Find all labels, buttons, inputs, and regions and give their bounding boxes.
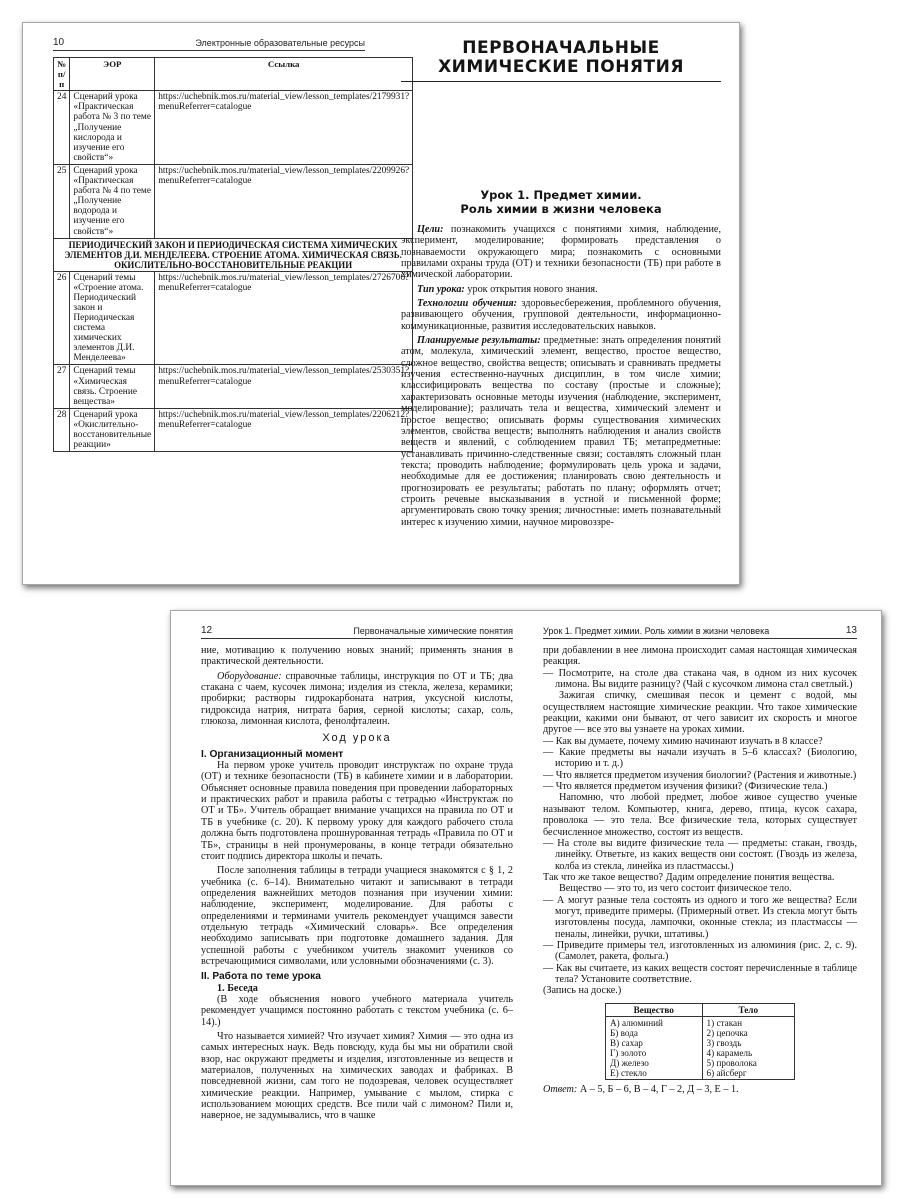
row-link: https://uchebnik.mos.ru/material_view/lesson_templates/2179931?menuReferrer=catalogue bbox=[155, 91, 413, 165]
paragraph: при добавлении в нее лимона происходит самая настоящая химическая реакция. bbox=[543, 645, 857, 668]
technologies-label: Технологии обучения: bbox=[417, 298, 518, 310]
row-number: 26 bbox=[54, 271, 70, 365]
table-row bbox=[54, 271, 413, 365]
substance-item: Д) железо bbox=[610, 1057, 649, 1068]
table-row bbox=[54, 408, 413, 451]
table-section-row bbox=[54, 238, 413, 271]
body-item: 6) айсберг bbox=[706, 1067, 747, 1078]
body-item: 4) карамель bbox=[706, 1047, 753, 1058]
equipment-label: Оборудование: bbox=[217, 670, 282, 682]
body-list bbox=[702, 1016, 795, 1079]
dialogue-line: — Что является предметом изучения физики? (Физические тела.) bbox=[543, 781, 828, 793]
substance-item: Е) стекло bbox=[610, 1067, 647, 1078]
equipment-text: справочные таблицы, инструкция по ОТ и ТБ; два стакана с чаем, кусочек лимона; изделия из стекла, железа, керамики; пробирки; растворы гидрокарбоната натрия, уксусной кислоты, гидроксида натрия, нитрата бария, серной кислоты; сахар, соль, глюкоза, лимонная кислота, фенолфталеин. bbox=[201, 670, 513, 728]
paragraph: Напомню, что любой предмет, любое живое существо ученые называют телом. Компьютер, книга, дерево, птица, кусок сахара, проволока — это тела. Все физические тела, которых существует бесчисленное множество, состоят из веществ. bbox=[543, 792, 857, 838]
row-eor: Сценарий темы «Строение атома. Периодический закон и Периодическая система химических элементов Д.И. Менделеева» bbox=[70, 271, 155, 365]
technologies-text: здоровьесбережения, проблемного обучения, развивающего обучения, групповой деятельности, информационно-коммуникационные, развития исследовательских навыков. bbox=[401, 298, 721, 332]
substance-item: А) алюминий bbox=[610, 1017, 663, 1028]
row-link: https://uchebnik.mos.ru/material_view/lesson_templates/2206212?menuReferrer=catalogue bbox=[155, 408, 413, 451]
running-head bbox=[53, 37, 365, 51]
paragraph: (В ходе объяснения нового учебного материала учитель рекомендует учащимся постоянно работать с текстом учебника (с. 6–14).) bbox=[201, 993, 513, 1028]
running-head-title: Урок 1. Предмет химии. Роль химии в жизни человека bbox=[543, 626, 770, 636]
table-row bbox=[54, 164, 413, 238]
table-row bbox=[54, 365, 413, 408]
row-number: 27 bbox=[54, 365, 70, 408]
page-11 bbox=[401, 37, 721, 584]
col-link: Ссылка bbox=[155, 58, 413, 91]
page-number: 13 bbox=[845, 625, 857, 636]
col-eor: ЭОР bbox=[70, 58, 155, 91]
running-head bbox=[543, 625, 857, 639]
body-item: 2) цепочка bbox=[706, 1027, 748, 1038]
eor-table bbox=[53, 57, 413, 452]
lesson-title-line-1: Урок 1. Предмет химии. bbox=[480, 188, 642, 202]
technologies-paragraph bbox=[401, 298, 721, 332]
page-10 bbox=[53, 37, 410, 584]
dialogue-line: — Как вы считаете, из каких веществ состоят перечисленные в таблице тела? Установите соответствие. bbox=[543, 962, 857, 985]
goals-paragraph bbox=[401, 224, 721, 281]
row-link: https://uchebnik.mos.ru/material_view/lesson_templates/2209926?menuReferrer=catalogue bbox=[155, 164, 413, 238]
answer-text: А – 5, Б – 6, В – 4, Г – 2, Д – 3, Е – 1. bbox=[577, 1083, 739, 1095]
answer-label: Ответ: bbox=[543, 1083, 578, 1095]
dialogue-line: — Посмотрите, на столе два стакана чая, в одном из них кусочек лимона. Вы видите разницу? (Чай с кусочком лимона стал светлый.) bbox=[543, 667, 857, 691]
paragraph: После заполнения таблицы в тетради учащиеся знакомятся с § 1, 2 учебника (с. 6–14). Внимательно читают и записывают в тетради определения важнейших методов познания при изучении химии: наблюдение, эксперимент, моделирование. Для работы с определениями и терминами учитель рекомендует учащимся завести отдельную тетрадь «Химический словарь». Все определения необходимо записывать при подготовке домашнего задания. Для успешной работы с учебником учитель знакомит учеников со встречающимися символами, или условными обозначениями (с. 3). bbox=[201, 865, 513, 967]
stage-heading: I. Организационный момент bbox=[201, 748, 344, 760]
book-spread-bottom bbox=[170, 610, 882, 1186]
table-header-row bbox=[54, 58, 413, 91]
col-substance: Вещество bbox=[606, 1003, 703, 1016]
results-paragraph bbox=[401, 335, 721, 528]
substance-list bbox=[606, 1016, 703, 1079]
row-eor: Сценарий урока «Окислительно-восстановительные реакции» bbox=[70, 408, 155, 451]
page-13 bbox=[543, 625, 857, 1185]
paragraph: На первом уроке учитель проводит инструктаж по охране труда (ОТ) и технике безопасности (ТБ) в кабинете химии и в лаборатории. Объясняет основные правила поведения при проведении лабораторных и практических работ и правила работы с тетрадью «Инструктаж по ОТ и ТБ». Учитель обращает внимание учащихся на правила по ОТ и ТБ в учебнике (с. 20). К первому уроку для каждого рабочего стола должна быть подготовлена прошнурованная тетрадь «Правила по ОТ и ТБ», страницы в ней пронумерованы, в конце тетради обязательно стоит подпись директора школы и печать. bbox=[201, 760, 513, 862]
lesson-title bbox=[401, 188, 721, 216]
stage-heading: II. Работа по теме урока bbox=[201, 971, 321, 983]
section-heading: ПЕРИОДИЧЕСКИЙ ЗАКОН И ПЕРИОДИЧЕСКАЯ СИСТЕМА ХИМИЧЕСКИХ ЭЛЕМЕНТОВ Д.И. МЕНДЕЛЕЕВА. СТРОЕНИЕ АТОМА. ХИМИЧЕСКАЯ СВЯЗЬ. ОКИСЛИТЕЛЬНО-ВОССТАНОВИТЕЛЬНЫЕ РЕАКЦИИ bbox=[54, 238, 413, 271]
goals-text: познакомить учащихся с понятиями химия, наблюдение, эксперимент, моделирование; формировать представления о познаваемости окружающего мира; познакомить с основными правилами охраны труда (ОТ) и техники безопасности (ТБ) при работе в химической лаборатории. bbox=[401, 224, 721, 281]
dialogue-line: — Что является предметом изучения биологии? (Растения и животные.) bbox=[543, 769, 857, 781]
row-number: 25 bbox=[54, 164, 70, 238]
paragraph: ние, мотивацию к получению новых знаний; применять знания в практической деятельности. bbox=[201, 645, 513, 668]
col-number: № п/п bbox=[54, 58, 70, 91]
course-heading: Ход урока bbox=[322, 732, 392, 745]
row-number: 28 bbox=[54, 408, 70, 451]
col-body: Тело bbox=[702, 1003, 795, 1016]
subsection-heading: 1. Беседа bbox=[217, 982, 258, 994]
page-12 bbox=[201, 625, 513, 1185]
substance-body-table bbox=[605, 1003, 795, 1080]
paragraph: Что называется химией? Что изучает химия? Химия — это одна из самых интересных наук. Ведь повсюду, куда бы мы ни обратили свой взор, нас окружают предметы и изделия, изготовленные из веществ и материалов, полученных на химических заводах и фабриках. В повседневной жизни, сам того не подозревая, человек осуществляет химические реакции. Например, умывание с мылом, стирка с использованием моющих средств. Все пили чай с лимоном? Пили и, наверное, не задумывались, что в чашке bbox=[201, 1031, 513, 1122]
results-text: предметные: знать определения понятий атом, молекула, химический элемент, вещество, простое вещество, сложное вещество, свойства веществ; описывать и сравнивать предметы изучения естественно-научных дисциплин, в том числе химии; классифицировать вещества по составу (простые и сложные); характеризовать основные методы изучения (наблюдение, эксперимент, моделирование); различать тела и вещества, химический элемент и простое вещество; описывать формы существования химических элементов, свойства веществ; выполнять наблюдения и анализ свойств веществ и явлений, с соблюдением правил ТБ; метапредметные: устанавливать причинно-следственные связи; составлять сложный план текста; проводить наблюдение; формулировать цель урока и задачи, необходимые для ее достижения; планировать свою деятельность и прогнозировать ее результаты; работать по плану; оформлять отчет; строить речевые высказывания в устной и письменной форме; аргументировать свою точку зрения; личностные: иметь познавательный интерес к изучению химии, научное мировоззре- bbox=[401, 335, 722, 528]
results-label: Планируемые результаты: bbox=[417, 335, 541, 347]
substance-item: Б) вода bbox=[610, 1027, 638, 1038]
substance-item: Г) золото bbox=[610, 1047, 647, 1058]
type-label: Тип урока: bbox=[417, 283, 465, 295]
substance-item: В) сахар bbox=[610, 1037, 643, 1048]
paragraph: (Запись на доске.) bbox=[543, 985, 622, 997]
table-row bbox=[606, 1016, 795, 1079]
paragraph: Так что же такое вещество? Дадим определение понятия вещества. bbox=[543, 871, 835, 883]
answer-line bbox=[543, 1084, 857, 1095]
page-12-text bbox=[201, 645, 513, 1122]
row-number: 24 bbox=[54, 91, 70, 165]
running-head-title: Первоначальные химические понятия bbox=[353, 626, 513, 636]
dialogue-line: — Как вы думаете, почему химию начинают изучать в 8 классе? bbox=[543, 735, 823, 747]
book-spread-top bbox=[22, 22, 740, 585]
row-eor: Сценарий урока «Практическая работа № 3 по теме „Получение кислорода и изучение его свойств“» bbox=[70, 91, 155, 165]
running-head bbox=[201, 625, 513, 639]
table-row bbox=[54, 91, 413, 165]
definition: Вещество — это то, из чего состоит физическое тело. bbox=[559, 883, 792, 895]
dialogue-line: — Какие предметы вы начали изучать в 5–6 классах? (Биологию, историю и т. д.) bbox=[543, 747, 857, 770]
chapter-title: ПЕРВОНАЧАЛЬНЫЕ ХИМИЧЕСКИЕ ПОНЯТИЯ bbox=[401, 39, 721, 82]
page-13-text bbox=[543, 645, 857, 1095]
body-item: 1) стакан bbox=[706, 1017, 743, 1028]
type-text: урок открытия нового знания. bbox=[464, 283, 598, 295]
table-header-row bbox=[606, 1003, 795, 1016]
lesson-intro bbox=[401, 224, 721, 528]
page-number: 10 bbox=[53, 37, 65, 48]
row-link: https://uchebnik.mos.ru/material_view/lesson_templates/2530351?menuReferrer=catalogue bbox=[155, 365, 413, 408]
running-head-title: Электронные образовательные ресурсы bbox=[195, 38, 365, 48]
lesson-title-line-2: Роль химии в жизни человека bbox=[460, 202, 662, 216]
type-paragraph bbox=[401, 284, 721, 295]
goals-label: Цели: bbox=[417, 224, 444, 235]
paragraph: Зажигая спичку, смешивая песок и цемент с водой, мы осуществляем настоящие химические реакции. Что такое химические реакции, какими они бывают, от чего зависит их скорость и многое другое — все это вы узнаете на уроках химии. bbox=[543, 690, 857, 736]
row-link: https://uchebnik.mos.ru/material_view/lesson_templates/2726706?menuReferrer=catalogue bbox=[155, 271, 413, 365]
body-item: 5) проволока bbox=[706, 1057, 757, 1068]
row-eor: Сценарий темы «Химическая связь. Строение вещества» bbox=[70, 365, 155, 408]
page-number: 12 bbox=[201, 625, 213, 636]
dialogue-line: — А могут разные тела состоять из одного и того же вещества? Если могут, приведите примеры. (Примерный ответ. Из стекла могут быть изготовлены посуда, лампочки, оконные стекла; из пластмассы — пеналы, линейки, ручки, штативы.) bbox=[543, 894, 857, 940]
dialogue-line: — Приведите примеры тел, изготовленных из алюминия (рис. 2, с. 9). (Самолет, ракета, фольга.) bbox=[543, 939, 857, 963]
row-eor: Сценарий урока «Практическая работа № 4 по теме „Получение водорода и изучение его свойств“» bbox=[70, 164, 155, 238]
body-item: 3) гвоздь bbox=[706, 1037, 742, 1048]
equipment-paragraph bbox=[201, 671, 513, 728]
dialogue-line: — На столе вы видите физические тела — предметы: стакан, гвоздь, линейку. Ответьте, из каких веществ они состоят. (Гвоздь из железа, колба из стекла, линейка из пластмассы.) bbox=[543, 837, 857, 872]
